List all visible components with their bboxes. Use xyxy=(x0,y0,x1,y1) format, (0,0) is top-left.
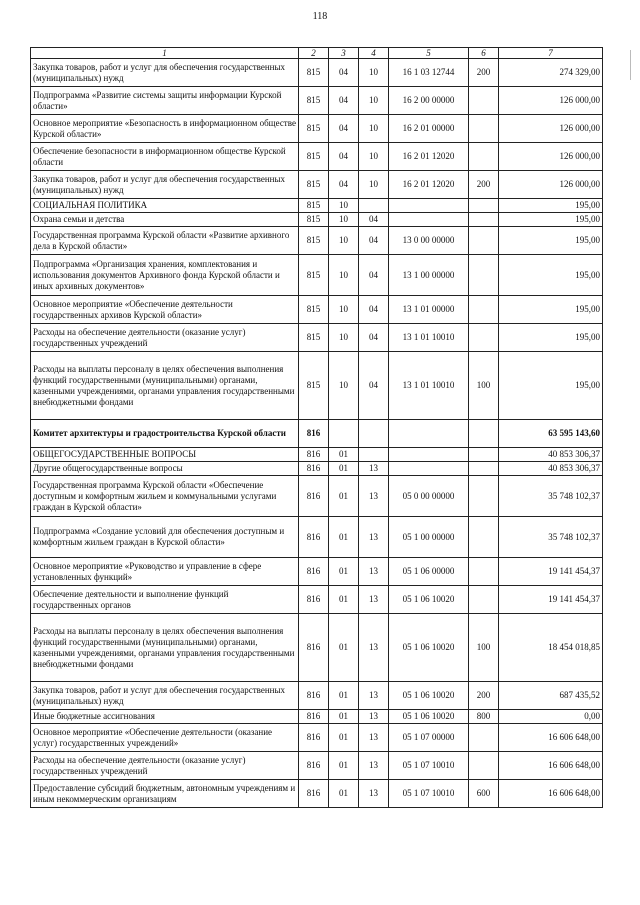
subsection-code xyxy=(359,199,389,213)
subsection-code: 13 xyxy=(359,476,389,517)
table-row xyxy=(31,420,603,448)
table-row xyxy=(31,682,603,710)
expense-type: 200 xyxy=(469,59,499,87)
amount: 40 853 306,37 xyxy=(499,462,603,476)
grbs-code: 815 xyxy=(299,213,329,227)
target-article xyxy=(389,462,469,476)
grbs-code: 815 xyxy=(299,352,329,420)
grbs-code: 815 xyxy=(299,324,329,352)
subsection-code xyxy=(359,448,389,462)
section-code: 04 xyxy=(329,171,359,199)
item-name: ОБЩЕГОСУДАРСТВЕННЫЕ ВОПРОСЫ xyxy=(31,448,299,462)
item-name: Расходы на выплаты персоналу в целях обеспечения выполнения функций государственными (муниципальными) органами, казенными учреждениями, органами управления государственными внебюджетными фондами xyxy=(31,614,299,682)
amount: 18 454 018,85 xyxy=(499,614,603,682)
target-article: 05 1 06 00000 xyxy=(389,558,469,586)
target-article xyxy=(389,448,469,462)
column-number: 1 xyxy=(31,48,299,59)
expense-type: 800 xyxy=(469,710,499,724)
section-code: 01 xyxy=(329,780,359,808)
table-row xyxy=(31,614,603,682)
expense-type xyxy=(469,448,499,462)
table-row xyxy=(31,352,603,420)
target-article: 05 1 07 10010 xyxy=(389,752,469,780)
section-code: 10 xyxy=(329,255,359,296)
grbs-code: 816 xyxy=(299,586,329,614)
item-name: Основное мероприятие «Обеспечение деятельности государственных архивов Курской области» xyxy=(31,296,299,324)
section-code xyxy=(329,420,359,448)
subsection-code: 13 xyxy=(359,682,389,710)
subsection-code: 04 xyxy=(359,352,389,420)
target-article: 05 1 00 00000 xyxy=(389,517,469,558)
table-row xyxy=(31,780,603,808)
section-code: 04 xyxy=(329,115,359,143)
expense-type xyxy=(469,324,499,352)
amount: 35 748 102,37 xyxy=(499,517,603,558)
amount: 195,00 xyxy=(499,296,603,324)
target-article: 13 0 00 00000 xyxy=(389,227,469,255)
table-row xyxy=(31,724,603,752)
section-code: 10 xyxy=(329,296,359,324)
table-row xyxy=(31,324,603,352)
table-row xyxy=(31,558,603,586)
target-article: 05 1 06 10020 xyxy=(389,614,469,682)
table-row xyxy=(31,517,603,558)
expense-type xyxy=(469,462,499,476)
grbs-code: 815 xyxy=(299,115,329,143)
subsection-code: 04 xyxy=(359,255,389,296)
item-name: СОЦИАЛЬНАЯ ПОЛИТИКА xyxy=(31,199,299,213)
amount: 126 000,00 xyxy=(499,171,603,199)
expense-type: 200 xyxy=(469,171,499,199)
item-name: Расходы на обеспечение деятельности (оказание услуг) государственных учреждений xyxy=(31,324,299,352)
item-name: Закупка товаров, работ и услуг для обеспечения государственных (муниципальных) нужд xyxy=(31,59,299,87)
item-name: Расходы на выплаты персоналу в целях обеспечения выполнения функций государственными (муниципальными) органами, казенными учреждениями, органами управления государственными внебюджетными фондами xyxy=(31,352,299,420)
target-article: 16 2 00 00000 xyxy=(389,87,469,115)
section-code: 10 xyxy=(329,324,359,352)
subsection-code: 10 xyxy=(359,143,389,171)
target-article: 13 1 00 00000 xyxy=(389,255,469,296)
subsection-code: 04 xyxy=(359,324,389,352)
expense-type: 100 xyxy=(469,614,499,682)
page-number: 118 xyxy=(312,11,328,22)
expense-type: 100 xyxy=(469,352,499,420)
table-row xyxy=(31,59,603,87)
subsection-code xyxy=(359,420,389,448)
table-row xyxy=(31,213,603,227)
table-row xyxy=(31,476,603,517)
expense-type xyxy=(469,143,499,171)
expense-type xyxy=(469,752,499,780)
amount: 16 606 648,00 xyxy=(499,724,603,752)
amount: 195,00 xyxy=(499,213,603,227)
expense-type xyxy=(469,476,499,517)
item-name: Расходы на обеспечение деятельности (оказание услуг) государственных учреждений xyxy=(31,752,299,780)
amount: 19 141 454,37 xyxy=(499,558,603,586)
amount: 274 329,00 xyxy=(499,59,603,87)
grbs-code: 816 xyxy=(299,558,329,586)
amount: 16 606 648,00 xyxy=(499,752,603,780)
expense-type xyxy=(469,724,499,752)
column-number-row xyxy=(31,48,603,59)
grbs-code: 815 xyxy=(299,59,329,87)
target-article: 05 1 06 10020 xyxy=(389,586,469,614)
column-number: 5 xyxy=(389,48,469,59)
expense-type xyxy=(469,517,499,558)
section-code: 10 xyxy=(329,213,359,227)
item-name: Основное мероприятие «Обеспечение деятельности (оказание услуг) государственных учреждений» xyxy=(31,724,299,752)
target-article xyxy=(389,199,469,213)
table-row xyxy=(31,462,603,476)
item-name: Закупка товаров, работ и услуг для обеспечения государственных (муниципальных) нужд xyxy=(31,171,299,199)
table-row xyxy=(31,227,603,255)
table-row xyxy=(31,199,603,213)
expense-type xyxy=(469,87,499,115)
grbs-code: 816 xyxy=(299,780,329,808)
section-code: 01 xyxy=(329,558,359,586)
item-name: Основное мероприятие «Безопасность в информационном обществе Курской области» xyxy=(31,115,299,143)
section-code: 04 xyxy=(329,59,359,87)
subsection-code: 13 xyxy=(359,710,389,724)
amount: 126 000,00 xyxy=(499,115,603,143)
column-number: 7 xyxy=(499,48,603,59)
subsection-code: 13 xyxy=(359,724,389,752)
target-article: 05 1 07 10010 xyxy=(389,780,469,808)
subsection-code: 13 xyxy=(359,614,389,682)
column-number: 2 xyxy=(299,48,329,59)
amount: 63 595 143,60 xyxy=(499,420,603,448)
target-article xyxy=(389,420,469,448)
section-code: 01 xyxy=(329,462,359,476)
target-article xyxy=(389,213,469,227)
table-row xyxy=(31,296,603,324)
expense-type: 200 xyxy=(469,682,499,710)
grbs-code: 816 xyxy=(299,710,329,724)
target-article: 16 1 03 12744 xyxy=(389,59,469,87)
subsection-code: 13 xyxy=(359,517,389,558)
table-row xyxy=(31,448,603,462)
item-name: Обеспечение безопасности в информационном обществе Курской области xyxy=(31,143,299,171)
column-number: 4 xyxy=(359,48,389,59)
item-name: Подпрограмма «Организация хранения, комплектования и использования документов Архивного фонда Курской области и иных архивных документов» xyxy=(31,255,299,296)
item-name: Основное мероприятие «Руководство и управление в сфере установленных функций» xyxy=(31,558,299,586)
grbs-code: 815 xyxy=(299,87,329,115)
table-row xyxy=(31,255,603,296)
amount: 19 141 454,37 xyxy=(499,586,603,614)
expense-type xyxy=(469,255,499,296)
item-name: Подпрограмма «Создание условий для обеспечения доступным и комфортным жильем граждан в Курской области» xyxy=(31,517,299,558)
expense-type xyxy=(469,227,499,255)
item-name: Государственная программа Курской области «Обеспечение доступным и комфортным жильем и коммунальными услугами граждан в Курской области» xyxy=(31,476,299,517)
section-code: 10 xyxy=(329,352,359,420)
expense-type xyxy=(469,199,499,213)
section-code: 01 xyxy=(329,448,359,462)
margin-mark xyxy=(630,50,637,80)
section-code: 04 xyxy=(329,143,359,171)
target-article: 16 2 01 00000 xyxy=(389,115,469,143)
table-row xyxy=(31,752,603,780)
amount: 40 853 306,37 xyxy=(499,448,603,462)
grbs-code: 816 xyxy=(299,476,329,517)
amount: 687 435,52 xyxy=(499,682,603,710)
subsection-code: 13 xyxy=(359,586,389,614)
grbs-code: 815 xyxy=(299,199,329,213)
section-code: 01 xyxy=(329,614,359,682)
table-row xyxy=(31,710,603,724)
table-row xyxy=(31,115,603,143)
amount: 126 000,00 xyxy=(499,87,603,115)
target-article: 13 1 01 10010 xyxy=(389,352,469,420)
grbs-code: 815 xyxy=(299,143,329,171)
subsection-code: 04 xyxy=(359,213,389,227)
table-row xyxy=(31,143,603,171)
table-row xyxy=(31,171,603,199)
target-article: 05 1 06 10020 xyxy=(389,710,469,724)
grbs-code: 816 xyxy=(299,682,329,710)
section-code: 01 xyxy=(329,710,359,724)
amount: 0,00 xyxy=(499,710,603,724)
amount: 35 748 102,37 xyxy=(499,476,603,517)
grbs-code: 816 xyxy=(299,517,329,558)
amount: 195,00 xyxy=(499,352,603,420)
item-name: Государственная программа Курской области «Развитие архивного дела в Курской области» xyxy=(31,227,299,255)
section-code: 10 xyxy=(329,199,359,213)
item-name: Закупка товаров, работ и услуг для обеспечения государственных (муниципальных) нужд xyxy=(31,682,299,710)
target-article: 05 1 06 10020 xyxy=(389,682,469,710)
target-article: 16 2 01 12020 xyxy=(389,143,469,171)
table-row xyxy=(31,586,603,614)
amount: 195,00 xyxy=(499,227,603,255)
grbs-code: 816 xyxy=(299,614,329,682)
expense-type xyxy=(469,296,499,324)
amount: 126 000,00 xyxy=(499,143,603,171)
grbs-code: 815 xyxy=(299,296,329,324)
grbs-code: 816 xyxy=(299,448,329,462)
grbs-code: 816 xyxy=(299,752,329,780)
section-code: 01 xyxy=(329,517,359,558)
grbs-code: 815 xyxy=(299,255,329,296)
subsection-code: 13 xyxy=(359,780,389,808)
item-name: Иные бюджетные ассигнования xyxy=(31,710,299,724)
expense-type xyxy=(469,420,499,448)
section-code: 01 xyxy=(329,586,359,614)
expense-type xyxy=(469,213,499,227)
target-article: 05 0 00 00000 xyxy=(389,476,469,517)
grbs-code: 816 xyxy=(299,462,329,476)
item-name: Предоставление субсидий бюджетным, автономным учреждениям и иным некоммерческим организациям xyxy=(31,780,299,808)
column-number: 6 xyxy=(469,48,499,59)
section-code: 04 xyxy=(329,87,359,115)
subsection-code: 10 xyxy=(359,171,389,199)
budget-table xyxy=(30,47,603,808)
subsection-code: 04 xyxy=(359,227,389,255)
subsection-code: 13 xyxy=(359,752,389,780)
column-number: 3 xyxy=(329,48,359,59)
amount: 195,00 xyxy=(499,199,603,213)
target-article: 13 1 01 00000 xyxy=(389,296,469,324)
subsection-code: 13 xyxy=(359,558,389,586)
section-code: 10 xyxy=(329,227,359,255)
target-article: 13 1 01 10010 xyxy=(389,324,469,352)
grbs-code: 816 xyxy=(299,724,329,752)
item-name: Обеспечение деятельности и выполнение функций государственных органов xyxy=(31,586,299,614)
amount: 195,00 xyxy=(499,324,603,352)
subsection-code: 10 xyxy=(359,115,389,143)
target-article: 16 2 01 12020 xyxy=(389,171,469,199)
expense-type xyxy=(469,558,499,586)
subsection-code: 04 xyxy=(359,296,389,324)
expense-type xyxy=(469,586,499,614)
section-code: 01 xyxy=(329,476,359,517)
grbs-code: 815 xyxy=(299,171,329,199)
item-name: Комитет архитектуры и градостроительства Курской области xyxy=(31,420,299,448)
subsection-code: 10 xyxy=(359,87,389,115)
item-name: Другие общегосударственные вопросы xyxy=(31,462,299,476)
section-code: 01 xyxy=(329,682,359,710)
item-name: Подпрограмма «Развитие системы защиты информации Курской области» xyxy=(31,87,299,115)
grbs-code: 816 xyxy=(299,420,329,448)
section-code: 01 xyxy=(329,724,359,752)
amount: 16 606 648,00 xyxy=(499,780,603,808)
target-article: 05 1 07 00000 xyxy=(389,724,469,752)
section-code: 01 xyxy=(329,752,359,780)
subsection-code: 10 xyxy=(359,59,389,87)
subsection-code: 13 xyxy=(359,462,389,476)
amount: 195,00 xyxy=(499,255,603,296)
item-name: Охрана семьи и детства xyxy=(31,213,299,227)
expense-type xyxy=(469,115,499,143)
table-row xyxy=(31,87,603,115)
expense-type: 600 xyxy=(469,780,499,808)
grbs-code: 815 xyxy=(299,227,329,255)
